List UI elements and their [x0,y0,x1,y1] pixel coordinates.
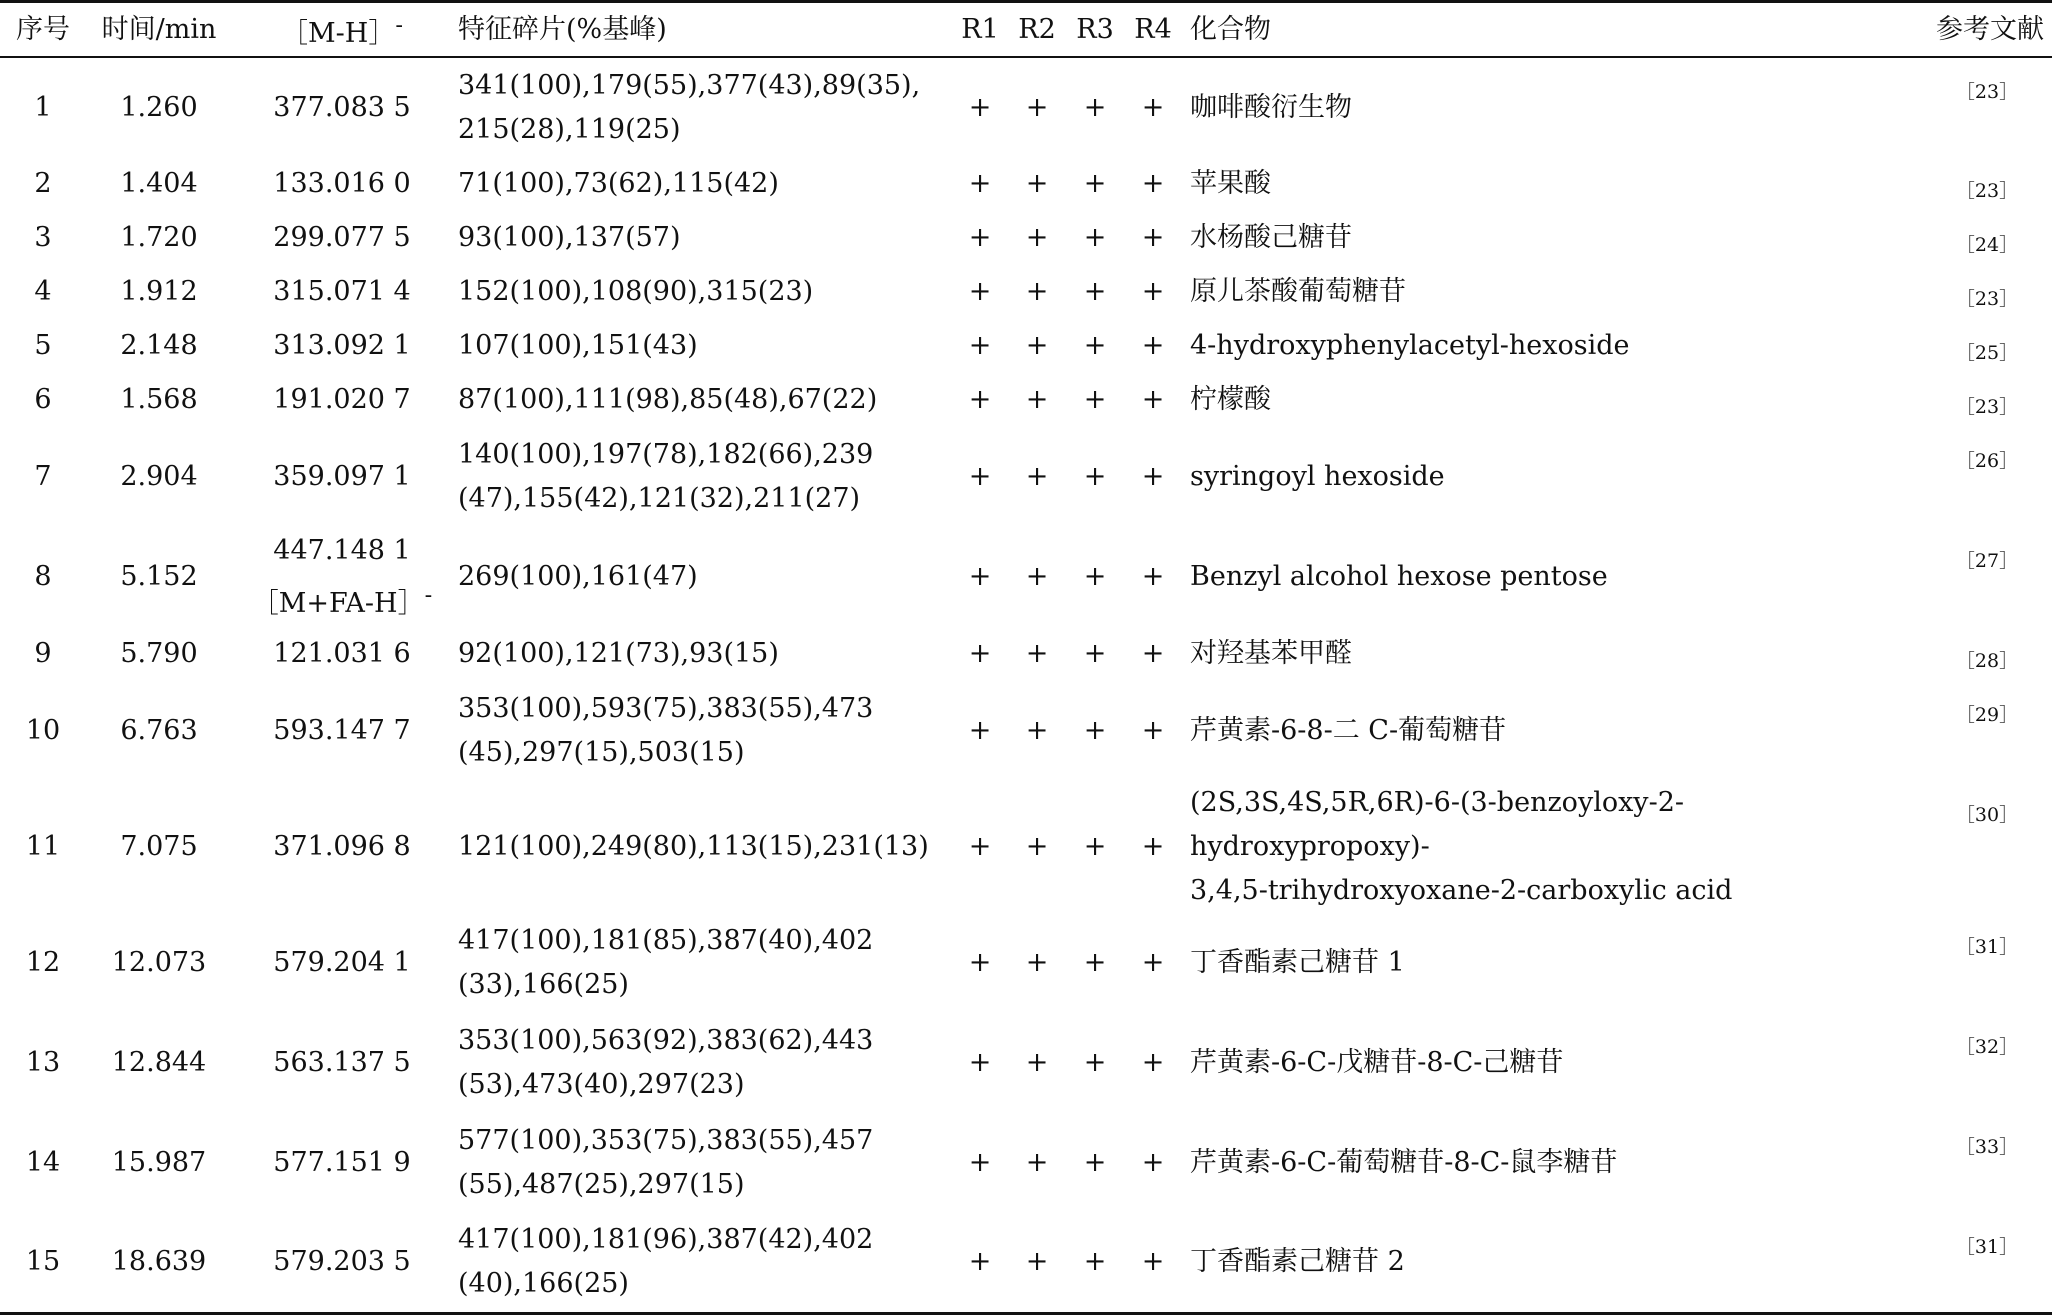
cell-r4: + [1141,831,1165,862]
cell-fragments-line1: 121(100),249(80),113(15),231(13) [458,831,929,862]
header-r4: R4 [1124,2,1182,58]
cell-r2: + [1025,715,1049,746]
cell-no: 5 [34,330,52,361]
cell-compound [1182,781,1922,913]
cell-reference [1922,427,2052,527]
cell-fragments-line2: (53),473(40),297(23) [458,1069,745,1100]
cell-fragments [452,1013,952,1113]
cell-r3: + [1083,1047,1107,1078]
cell-r1: + [968,1047,992,1078]
cell-compound [1182,1113,1922,1213]
table-row [0,427,2052,527]
header-reference: 参考文献 [1922,2,2052,58]
cell-fragments-line1: 353(100),593(75),383(55),473 [458,693,874,724]
cell-time: 2.148 [120,330,198,361]
cell-no: 2 [34,168,52,199]
cell-mh-value: 121.031 6 [273,638,411,669]
cell-r1: + [968,1147,992,1178]
cell-compound-line1: 咖啡酸衍生物 [1190,91,1352,123]
cell-mh-value: 313.092 1 [273,330,411,361]
cell-time: 12.844 [111,1047,207,1078]
cell-reference [1922,781,2052,913]
cell-mh-value: 563.137 5 [273,1047,411,1078]
cell-reference [1922,1113,2052,1213]
cell-compound [1182,681,1922,781]
cell-mh-value: 299.077 5 [273,222,411,253]
cell-fragments [452,57,952,157]
header-r2: R2 [1008,2,1066,58]
cell-reference [1922,157,2052,211]
cell-mh [232,319,452,373]
cell-fragments-line2: (47),155(42),121(32),211(27) [458,483,861,514]
cell-mh [232,1213,452,1313]
reference-link: ［30］ [1955,804,2019,826]
cell-time: 1.404 [120,168,198,199]
cell-r1: + [952,1213,1008,1313]
cell-fragments-line2: (55),487(25),297(15) [458,1169,745,1200]
cell-r2: + [1025,831,1049,862]
cell-compound [1182,211,1922,265]
cell-no: 4 [34,276,52,307]
cell-reference [1922,913,2052,1013]
cell-r4: + [1141,276,1165,307]
reference-link: ［31］ [1955,1236,2019,1258]
cell-r3: + [1083,384,1107,415]
cell-compound-line1: 芹黄素-6-C-葡萄糖苷-8-C-鼠李糖苷 [1190,1147,1618,1178]
cell-r2: + [1025,638,1049,669]
cell-r3: + [1083,561,1107,592]
cell-reference [1922,373,2052,427]
cell-fragments [452,265,952,319]
cell-compound [1182,157,1922,211]
reference-link: ［25］ [1955,342,2019,364]
cell-compound-line2: 3,4,5-trihydroxyoxane-2-carboxylic acid [1190,875,1733,906]
cell-fragments-line1: 71(100),73(62),115(42) [458,168,779,199]
cell-fragments-line1: 353(100),563(92),383(62),443 [458,1025,874,1056]
cell-r2: + [1025,384,1049,415]
reference-link: ［23］ [1955,81,2019,103]
table-row [0,57,2052,157]
header-fragments: 特征碎片(%基峰) [452,2,952,58]
cell-r1: + [968,831,992,862]
cell-time: 15.987 [111,1147,207,1178]
cell-mh-value: 577.151 9 [273,1147,411,1178]
cell-r3: + [1083,831,1107,862]
cell-fragments-line1: 417(100),181(96),387(42),402 [458,1224,874,1256]
cell-reference [1922,681,2052,781]
cell-fragments [452,527,952,627]
cell-r3: + [1083,461,1107,492]
cell-mh-adduct-text: ［M+FA-H］ [251,587,425,619]
cell-compound-line1: 对羟基苯甲醛 [1190,638,1352,669]
cell-fragments [452,319,952,373]
cell-r2: + [1025,168,1049,199]
cell-r4: + [1141,461,1165,492]
cell-r3: + [1083,330,1107,361]
cell-compound [1182,627,1922,681]
cell-compound-line1: 原儿茶酸葡萄糖苷 [1190,276,1406,307]
cell-mh [232,681,452,781]
header-r1: R1 [952,2,1008,58]
cell-no: 13 [25,1047,61,1078]
cell-r2: + [1025,561,1049,592]
cell-fragments-line1: 577(100),353(75),383(55),457 [458,1125,874,1156]
header-time: 时间/min [86,2,232,58]
cell-compound [1182,57,1922,157]
cell-fragments-line1: 417(100),181(85),387(40),402 [458,925,874,956]
cell-r4: + [1141,561,1165,592]
reference-link: ［23］ [1955,396,2019,418]
cell-time: 7.075 [120,831,198,862]
table-row [0,373,2052,427]
cell-r3: + [1083,715,1107,746]
cell-mh-adduct-sup: - [424,581,433,608]
table-row [0,913,2052,1013]
cell-compound [1182,427,1922,527]
cell-r1: + [968,638,992,669]
cell-mh [232,781,452,913]
table-row [0,627,2052,681]
cell-compound-line1: Benzyl alcohol hexose pentose [1190,561,1608,592]
cell-compound-line1: 丁香酯素己糖苷 2 [1190,1246,1405,1278]
cell-r4: + [1141,1047,1165,1078]
cell-mh-value: 579.204 1 [273,947,411,978]
cell-r4: + [1141,168,1165,199]
cell-fragments [452,681,952,781]
cell-mh [232,1013,452,1113]
cell-mh [232,1113,452,1213]
cell-r4: + [1141,947,1165,978]
cell-fragments-line2: (33),166(25) [458,969,629,1000]
cell-r4: + [1124,1213,1182,1313]
cell-r3: + [1083,638,1107,669]
cell-no: 8 [34,561,52,592]
header-row [0,2,2052,58]
table-row [0,157,2052,211]
cell-fragments [452,1113,952,1213]
cell-reference [1922,265,2052,319]
cell-compound-line1: 芹黄素-6-8-二 C-葡萄糖苷 [1190,715,1507,746]
cell-r1: + [968,561,992,592]
cell-mh-value: 579.203 5 [273,1246,411,1278]
cell-time: 2.904 [120,461,198,492]
cell-compound-line1: 苹果酸 [1190,168,1271,199]
cell-r3: + [1083,91,1107,123]
cell-fragments [452,913,952,1013]
reference-link: ［28］ [1955,650,2019,672]
reference-link: ［27］ [1955,550,2019,572]
cell-r1: + [968,168,992,199]
cell-compound [1182,319,1922,373]
cell-no: 3 [34,222,52,253]
cell-reference [1922,57,2052,157]
cell-reference [1922,1213,2052,1313]
header-r3: R3 [1066,2,1124,58]
cell-time: 1.260 [120,91,198,123]
cell-compound [1182,527,1922,627]
cell-no: 1 [34,91,52,123]
cell-r3: + [1083,1147,1107,1178]
cell-mh-value: 315.071 4 [273,276,411,307]
cell-mh [232,913,452,1013]
cell-mh [232,627,452,681]
cell-fragments [452,627,952,681]
cell-no: 15 [0,1213,86,1313]
cell-r2: + [1025,1047,1049,1078]
cell-compound-line1: 芹黄素-6-C-戊糖苷-8-C-己糖苷 [1190,1047,1564,1078]
cell-mh [232,527,452,627]
table-row [0,1013,2052,1113]
cell-r1: + [968,330,992,361]
cell-r4: + [1141,638,1165,669]
cell-fragments-line1: 93(100),137(57) [458,222,681,253]
cell-time: 6.763 [120,715,198,746]
cell-compound [1182,1213,1922,1313]
reference-link: ［32］ [1955,1036,2019,1058]
cell-reference [1922,527,2052,627]
cell-r2: + [1025,330,1049,361]
cell-r3: + [1083,222,1107,253]
cell-r1: + [968,91,992,123]
header-no: 序号 [0,2,86,58]
cell-compound [1182,1013,1922,1113]
cell-r2: + [1025,1147,1049,1178]
cell-mh [232,57,452,157]
cell-r2: + [1025,947,1049,978]
cell-fragments-line1: 152(100),108(90),315(23) [458,276,814,307]
cell-mh-adduct [232,573,452,626]
cell-r3: + [1083,168,1107,199]
reference-link: ［29］ [1955,704,2019,726]
cell-r3: + [1083,947,1107,978]
table-row [0,681,2052,781]
cell-r4: + [1141,1147,1165,1178]
cell-compound-line1: 丁香酯素己糖苷 1 [1190,947,1405,978]
cell-no: 9 [34,638,52,669]
reference-link: ［31］ [1955,936,2019,958]
cell-fragments-line1: 140(100),197(78),182(66),239 [458,439,874,470]
cell-mh-value: 447.148 1 [273,534,411,566]
cell-reference [1922,1013,2052,1113]
cell-r2: + [1025,461,1049,492]
reference-link: ［23］ [1955,180,2019,202]
cell-r1: + [968,222,992,253]
cell-fragments [452,211,952,265]
cell-r1: + [968,384,992,415]
cell-compound-line1: 4-hydroxyphenylacetyl-hexoside [1190,330,1630,361]
cell-fragments-line1: 87(100),111(98),85(48),67(22) [458,384,878,415]
cell-mh [232,265,452,319]
reference-link: ［24］ [1955,234,2019,256]
cell-r4: + [1141,715,1165,746]
cell-fragments-line2: (40),166(25) [458,1268,629,1300]
cell-time: 12.073 [111,947,207,978]
reference-link: ［33］ [1955,1136,2019,1158]
cell-no: 11 [25,831,61,862]
cell-time: 1.568 [120,384,198,415]
cell-time: 1.720 [120,222,198,253]
table-row [0,319,2052,373]
cell-r1: + [968,276,992,307]
cell-time: 5.152 [120,561,198,592]
table-row [0,265,2052,319]
header-mh-sup: - [395,12,403,38]
header-mh [232,2,452,58]
cell-r2: + [1025,91,1049,123]
cell-compound-line1: syringoyl hexoside [1190,461,1445,492]
cell-mh-value: 593.147 7 [273,715,411,746]
cell-time: 1.912 [120,276,198,307]
header-compound: 化合物 [1182,2,1922,58]
cell-time: 5.790 [120,638,198,669]
cell-r3: + [1066,1213,1124,1313]
cell-time: 18.639 [86,1213,232,1313]
cell-no: 7 [34,461,52,492]
table-row [0,1213,2052,1313]
cell-compound-line1: (2S,3S,4S,5R,6R)-6-(3-benzoyloxy-2-hydroxypropoxy)- [1190,787,1684,862]
cell-mh [232,427,452,527]
cell-r4: + [1141,384,1165,415]
table-row [0,781,2052,913]
table-body [0,57,2052,1313]
cell-fragments-line1: 92(100),121(73),93(15) [458,638,779,669]
cell-mh-value: 377.083 5 [273,91,411,123]
cell-compound-line1: 水杨酸己糖苷 [1190,222,1352,253]
cell-r2: + [1025,276,1049,307]
table-row [0,211,2052,265]
cell-reference [1922,211,2052,265]
cell-mh-value: 133.016 0 [273,168,411,199]
cell-no: 10 [25,715,61,746]
cell-mh-value: 191.020 7 [273,384,411,415]
cell-mh [232,211,452,265]
cell-fragments [452,1213,952,1313]
cell-r4: + [1141,330,1165,361]
cell-compound [1182,373,1922,427]
cell-fragments-line2: 215(28),119(25) [458,113,681,145]
cell-r2: + [1008,1213,1066,1313]
cell-no: 6 [34,384,52,415]
table-row [0,1113,2052,1213]
cell-mh [232,157,452,211]
cell-r4: + [1141,91,1165,123]
cell-mh-value: 371.096 8 [273,831,411,862]
cell-compound-line1: 柠檬酸 [1190,384,1271,415]
cell-r1: + [968,947,992,978]
cell-compound [1182,913,1922,1013]
header-mh-text: ［M-H］ [281,18,396,49]
table-row [0,527,2052,627]
cell-fragments-line1: 341(100),179(55),377(43),89(35), [458,69,921,101]
reference-link: ［23］ [1955,288,2019,310]
cell-no: 14 [25,1147,61,1178]
cell-mh-value: 359.097 1 [273,461,411,492]
cell-mh [232,373,452,427]
cell-r4: + [1141,222,1165,253]
cell-reference [1922,319,2052,373]
cell-fragments [452,427,952,527]
cell-no: 12 [25,947,61,978]
cell-fragments-line2: (45),297(15),503(15) [458,737,745,768]
cell-compound [1182,265,1922,319]
cell-fragments-line1: 107(100),151(43) [458,330,698,361]
reference-link: ［26］ [1955,450,2019,472]
cell-r3: + [1083,276,1107,307]
cell-reference [1922,627,2052,681]
cell-fragments [452,373,952,427]
cell-fragments-line1: 269(100),161(47) [458,561,698,592]
cell-r2: + [1025,222,1049,253]
cell-fragments [452,781,952,913]
cell-fragments [452,157,952,211]
cell-r1: + [968,461,992,492]
cell-r1: + [968,715,992,746]
